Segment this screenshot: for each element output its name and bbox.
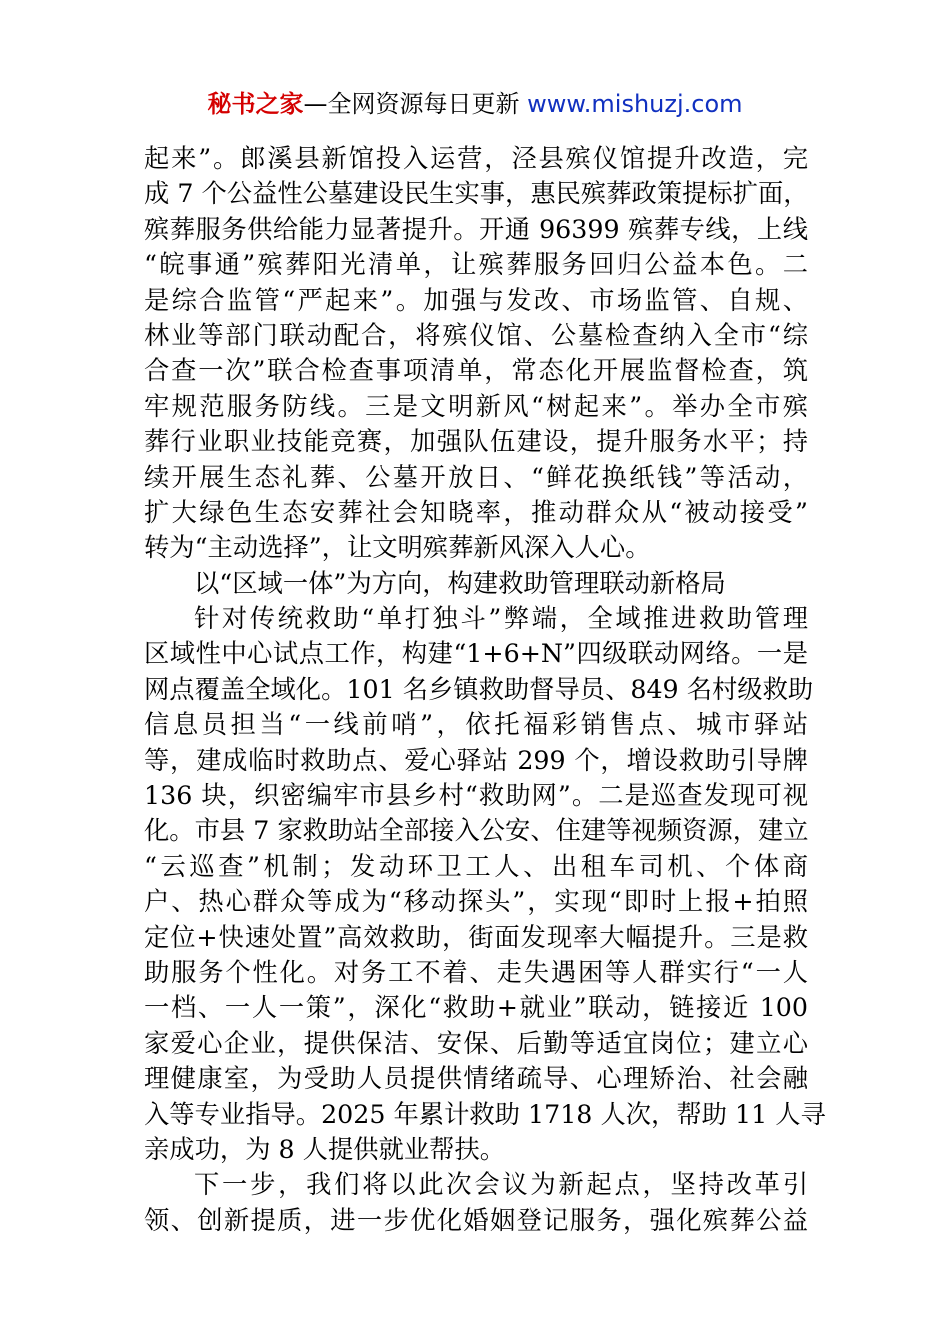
text-line: 亲成功，为 8 人提供就业帮扶。	[144, 1134, 506, 1164]
text-line: 一档、一人一策”，深化“救助+就业”联动，链接近 100	[144, 993, 808, 1023]
text-line: 定位+快速处置”高效救助，街面发现率大幅提升。三是救	[144, 922, 808, 952]
document-body	[144, 141, 826, 1238]
text-line: 理健康室，为受助人员提供情绪疏导、心理矫治、社会融	[144, 1064, 808, 1094]
text-line: 网点覆盖全域化。101 名乡镇救助督导员、849 名村级救助	[144, 674, 814, 704]
text-line: 殡葬服务供给能力显著提升。开通 96399 殡葬专线，上线	[144, 214, 808, 244]
site-brand: 秘书之家	[207, 90, 304, 118]
text-line: 是综合监管“严起来”。加强与发改、市场监管、自规、	[144, 285, 808, 315]
text-line: 等，建成临时救助点、爱心驿站 299 个，增设救助引导牌	[144, 745, 808, 775]
text-line: “云巡查”机制；发动环卫工人、出租车司机、个体商	[144, 851, 808, 881]
text-line: 入等专业指导。2025 年累计救助 1718 人次，帮助 11 人寻	[144, 1099, 826, 1129]
text-line: 助服务个性化。对务工不着、走失遇困等人群实行“一人	[144, 957, 808, 987]
text-line: 针对传统救助“单打独斗”弊端，全域推进救助管理	[194, 604, 808, 634]
text-line: 起来”。郎溪县新馆投入运营，泾县殡仪馆提升改造，完	[144, 144, 808, 173]
text-line: 牢规范服务防线。三是文明新风“树起来”。举办全市殡	[144, 391, 808, 421]
text-line: 合查一次”联合检查事项清单，常态化开展监督检查，筑	[144, 356, 808, 386]
site-tagline: —全网资源每日更新	[303, 90, 528, 118]
text-line: 下一步，我们将以此次会议为新起点，坚持改革引	[194, 1170, 808, 1200]
text-line: 转为“主动选择”，让文明殡葬新风深入人心。	[144, 533, 651, 563]
text-line: 化。市县 7 家救助站全部接入公安、住建等视频资源，建立	[144, 816, 809, 846]
text-line: 信息员担当“一线前哨”，依托福彩销售点、城市驿站	[144, 710, 808, 740]
text-line: “皖事通”殡葬阳光清单，让殡葬服务回归公益本色。二	[144, 250, 808, 280]
text-line: 续开展生态礼葬、公墓开放日、“鲜花换纸钱”等活动，	[144, 462, 808, 492]
text-line: 区域性中心试点工作，构建“1+6+N”四级联动网络。一是	[144, 639, 808, 669]
text-line: 领、创新提质，进一步优化婚姻登记服务，强化殡葬公益	[144, 1205, 808, 1235]
section-heading: 以“区域一体”为方向，构建救助管理联动新格局	[194, 568, 726, 598]
text-line: 葬行业职业技能竞赛，加强队伍建设，提升服务水平；持	[144, 427, 808, 457]
text-line: 林业等部门联动配合，将殡仪馆、公墓检查纳入全市“综	[144, 320, 808, 350]
text-line: 136 块，织密编牢市县乡村“救助网”。二是巡查发现可视	[144, 781, 808, 811]
text-line: 家爱心企业，提供保洁、安保、后勤等适宜岗位；建立心	[144, 1028, 808, 1058]
text-line: 户、热心群众等成为“移动探头”，实现“即时上报+拍照	[144, 887, 808, 917]
text-line: 扩大绿色生态安葬社会知晓率，推动群众从“被动接受”	[144, 497, 808, 527]
site-header	[0, 86, 950, 122]
site-url-link[interactable]: www.mishuzj.com	[527, 90, 743, 118]
text-line: 成 7 个公益性公墓建设民生实事，惠民殡葬政策提标扩面，	[144, 179, 809, 209]
